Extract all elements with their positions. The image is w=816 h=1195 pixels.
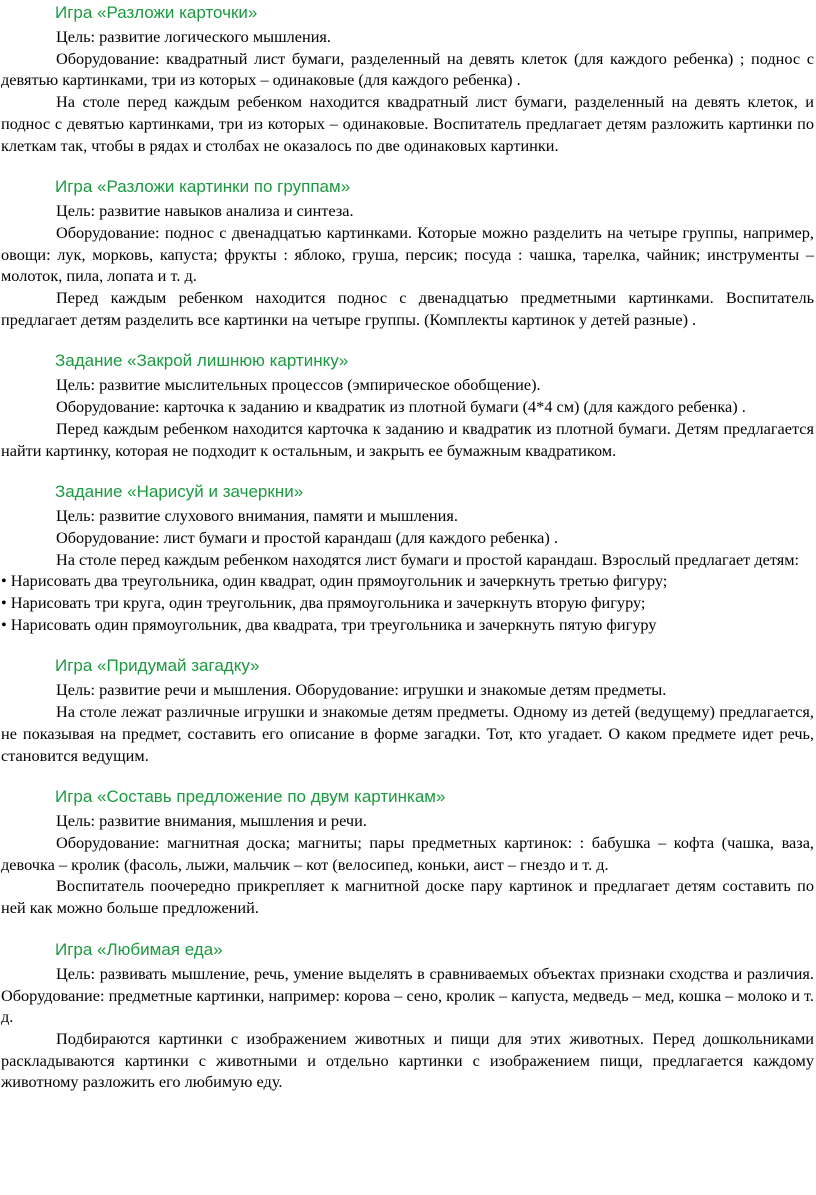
bullet-text: Нарисовать один прямоугольник, два квадрата, три треугольника и зачеркнуть пятую фигуру — [10, 614, 657, 634]
section-sostav-predlozhenie — [0, 787, 816, 919]
paragraph: Цель: развитие мыслительных процессов (эмпирическое обобщение). — [56, 375, 541, 395]
bullet-marker: • — [1, 593, 7, 613]
paragraph: Оборудование: карточка к заданию и квадратик из плотной бумаги (4*4 см) (для каждого ребенка) . — [56, 397, 746, 417]
section-title: Задание «Нарисуй и зачеркни» — [55, 482, 304, 502]
paragraph: Воспитатель поочередно прикрепляет к магнитной доске пару картинок и предлагает детям составить по ней как можно больше предложений. — [1, 876, 814, 918]
paragraph: Перед каждым ребенком находится карточка к заданию и квадратик из плотной бумаги. Детям предлагается найти картинку, которая не подходит к остальным, и закрыть ее бумажным квадратиком. — [1, 418, 814, 460]
section-razlozhi-kartochki — [0, 3, 816, 156]
section-pridumai-zagadku — [0, 656, 816, 766]
paragraph: Цель: развитие речи и мышления. Оборудование: игрушки и знакомые детям предметы. — [56, 680, 667, 700]
paragraph: Подбираются картинки с изображением животных и пищи для этих животных. Перед дошкольниками раскладываются картинки с животными и отдельно картинки с изображением пищи, предлагается каждому животному разложить его любимую еду. — [1, 1028, 814, 1092]
paragraph: Цель: развивать мышление, речь, умение выделять в сравниваемых объектах признаки сходства и различия. Оборудование: предметные картинки, например: корова – сено, кролик – капуста, медведь – мед, кошка – молоко и т. д. — [1, 963, 814, 1027]
bullet-text: Нарисовать два треугольника, один квадрат, один прямоугольник и зачеркнуть третью фигуру; — [10, 571, 668, 591]
section-title: Задание «Закрой лишнюю картинку» — [55, 351, 349, 371]
section-lyubimaya-eda — [0, 940, 816, 1093]
section-razlozhi-po-gruppam — [0, 177, 816, 330]
bullet-item — [0, 570, 816, 592]
paragraph: На столе лежат различные игрушки и знакомые детям предметы. Одному из детей (ведущему) предлагается, не показывая на предмет, составить его описание в форме загадки. Тот, кто угадает. О каком предмете идет речь, становится ведущим. — [1, 702, 814, 765]
paragraph: Цель: развитие навыков анализа и синтеза. — [56, 201, 354, 221]
paragraph: На столе перед каждым ребенком находятся лист бумаги и простой карандаш. Взрослый предлагает детям: — [56, 549, 800, 569]
paragraph: Оборудование: поднос с двенадцатью картинками. Которые можно разделить на четыре группы, например, овощи: лук, морковь, капуста; фрукты : яблоко, груша, персик; посуда : чашка, тарелка, чайник; инструменты – молоток, пила, лопата и т. д. — [1, 222, 814, 286]
section-narisui-i-zacherkni — [0, 482, 816, 635]
section-title: Игра «Придумай загадку» — [55, 656, 260, 676]
paragraph: Оборудование: магнитная доска; магниты; пары предметных картинок: : бабушка – кофта (чашка, ваза, девочка – кролик (фасоль, лыжи, мальчик – кот (велосипед, коньки, аист – гнездо и т. д. — [1, 832, 814, 874]
section-title: Игра «Разложи карточки» — [55, 3, 258, 22]
bullet-item — [0, 614, 816, 636]
paragraph: Цель: развитие логического мышления. — [56, 27, 331, 46]
section-title: Игра «Разложи картинки по группам» — [55, 177, 351, 197]
paragraph: Оборудование: квадратный лист бумаги, разделенный на девять клеток (для каждого ребенка) ; поднос с девятью картинками, три из которых – одинаковые (для каждого ребенка) . — [1, 48, 814, 90]
section-title: Игра «Любимая еда» — [55, 939, 223, 959]
bullet-marker: • — [1, 571, 7, 591]
section-zakroi-lishnyuyu — [0, 351, 816, 461]
paragraph: Цель: развитие внимания, мышления и речи. — [56, 811, 367, 831]
paragraph: На столе перед каждым ребенком находится квадратный лист бумаги, разделенный на девять клеток, и поднос с девятью картинками, три из которых – одинаковые. Воспитатель предлагает детям разложить картинки по клеткам так, чтобы в рядах и столбах не оказалось по две одинаковых картинки. — [1, 92, 814, 155]
bullet-marker: • — [1, 614, 7, 634]
section-title: Игра «Составь предложение по двум картинкам» — [55, 787, 446, 807]
paragraph: Перед каждым ребенком находится поднос с двенадцатью предметными картинками. Воспитатель предлагает детям разделить все картинки на четыре группы. (Комплекты картинок у детей разные) . — [1, 288, 814, 329]
bullet-text: Нарисовать три круга, один треугольник, два прямоугольника и зачеркнуть вторую фигуру; — [10, 593, 646, 613]
paragraph: Цель: развитие слухового внимания, памяти и мышления. — [56, 506, 458, 526]
bullet-item — [0, 592, 816, 614]
paragraph: Оборудование: лист бумаги и простой карандаш (для каждого ребенка) . — [56, 527, 558, 547]
